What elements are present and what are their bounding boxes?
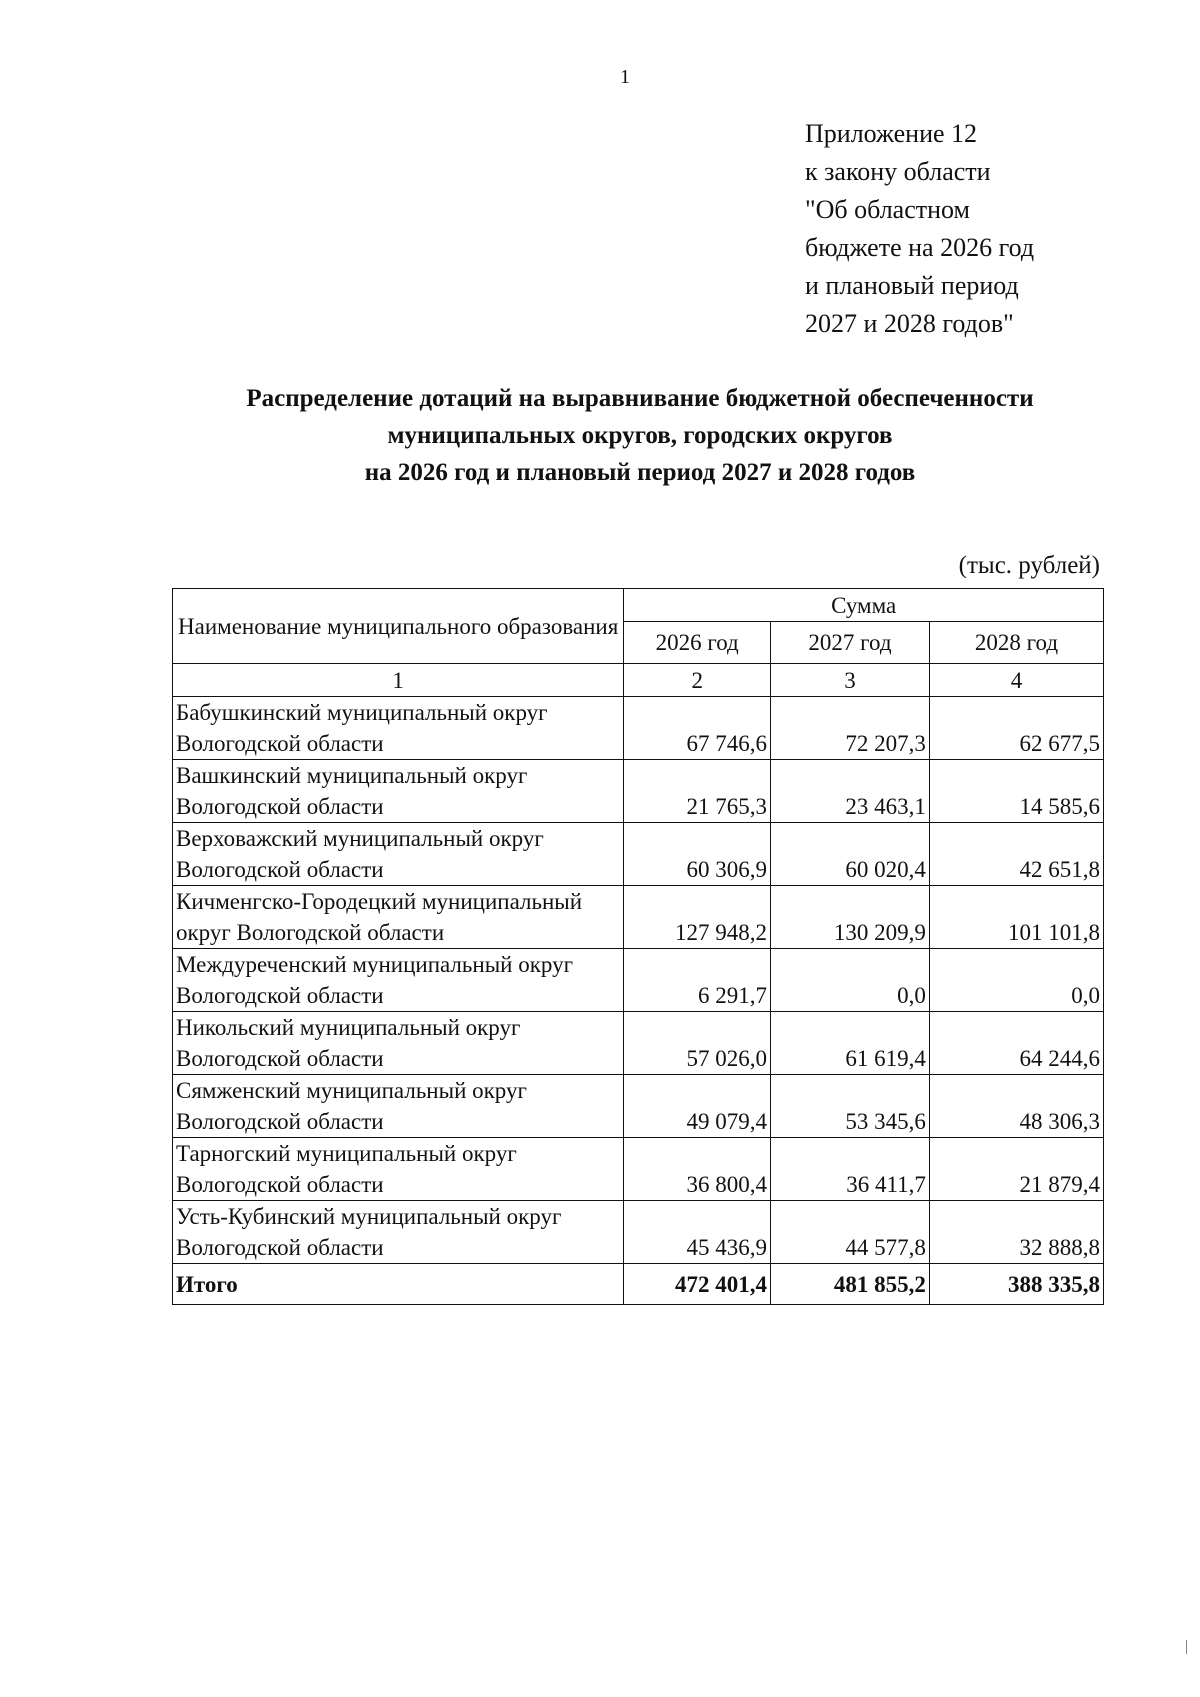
table-row [173,1075,1104,1138]
value-2028: 48 306,3 [929,1075,1103,1138]
value-2028: 14 585,6 [929,760,1103,823]
value-2028: 32 888,8 [929,1201,1103,1264]
municipality-name: Усть-Кубинский муниципальный округ Вологодской области [173,1201,624,1264]
header-year-2026: 2026 год [624,622,771,664]
value-2026: 36 800,4 [624,1138,771,1201]
table-row [173,823,1104,886]
total-2027: 481 855,2 [771,1264,930,1305]
value-2027: 60 020,4 [771,823,930,886]
value-2027: 61 619,4 [771,1012,930,1075]
title-line: Распределение дотаций на выравнивание бюджетной обеспеченности [246,385,1034,412]
table-row [173,1138,1104,1201]
value-2026: 60 306,9 [624,823,771,886]
table-row [173,886,1104,949]
municipality-name: Кичменгско-Городецкий муниципальный округ Вологодской области [173,886,624,949]
table-row [173,1201,1104,1264]
total-label: Итого [173,1264,624,1305]
municipality-name: Сямженский муниципальный округ Вологодской области [173,1075,624,1138]
header-year-2028: 2028 год [929,622,1103,664]
value-2027: 23 463,1 [771,760,930,823]
value-2028: 42 651,8 [929,823,1103,886]
column-number: 2 [624,664,771,697]
value-2027: 53 345,6 [771,1075,930,1138]
title-line: муниципальных округов, городских округов [387,422,893,449]
value-2026: 6 291,7 [624,949,771,1012]
value-2028: 62 677,5 [929,697,1103,760]
appendix-line: бюджете на 2026 год [805,233,1035,262]
appendix-reference [805,115,1125,343]
appendix-line: "Об областном [805,195,970,224]
municipality-name: Бабушкинский муниципальный округ Вологодской области [173,697,624,760]
document-title [130,380,1150,491]
table-row [173,697,1104,760]
value-2026: 45 436,9 [624,1201,771,1264]
value-2028: 21 879,4 [929,1138,1103,1201]
column-number: 4 [929,664,1103,697]
page-number: 1 [620,66,630,88]
value-2026: 67 746,6 [624,697,771,760]
value-2027: 130 209,9 [771,886,930,949]
column-number: 1 [173,664,624,697]
appendix-line: Приложение 12 [805,119,978,148]
value-2026: 49 079,4 [624,1075,771,1138]
value-2027: 0,0 [771,949,930,1012]
value-2026: 57 026,0 [624,1012,771,1075]
total-row [173,1264,1104,1305]
value-2026: 21 765,3 [624,760,771,823]
table-row [173,760,1104,823]
municipality-name: Тарногский муниципальный округ Вологодской области [173,1138,624,1201]
table-row [173,949,1104,1012]
header-sum: Сумма [624,589,1104,622]
value-2027: 36 411,7 [771,1138,930,1201]
appendix-line: к закону области [805,157,991,186]
municipality-name: Никольский муниципальный округ Вологодской области [173,1012,624,1075]
units-label: (тыс. рублей) [958,552,1100,579]
scan-edge-mark [1186,1640,1187,1654]
appendix-line: 2027 и 2028 годов" [805,309,1014,338]
table-row [173,1012,1104,1075]
value-2026: 127 948,2 [624,886,771,949]
municipality-name: Верховажский муниципальный округ Вологодской области [173,823,624,886]
column-number: 3 [771,664,930,697]
header-municipality: Наименование муниципального образования [173,589,624,664]
municipality-name: Вашкинский муниципальный округ Вологодской области [173,760,624,823]
total-2026: 472 401,4 [624,1264,771,1305]
value-2027: 44 577,8 [771,1201,930,1264]
title-line: на 2026 год и плановый период 2027 и 2028 годов [364,459,916,486]
subsidy-table [172,588,1104,1305]
municipality-name: Междуреченский муниципальный округ Вологодской области [173,949,624,1012]
value-2028: 0,0 [929,949,1103,1012]
appendix-line: и плановый период [805,271,1019,300]
header-year-2027: 2027 год [771,622,930,664]
total-2028: 388 335,8 [929,1264,1103,1305]
value-2027: 72 207,3 [771,697,930,760]
value-2028: 64 244,6 [929,1012,1103,1075]
value-2028: 101 101,8 [929,886,1103,949]
